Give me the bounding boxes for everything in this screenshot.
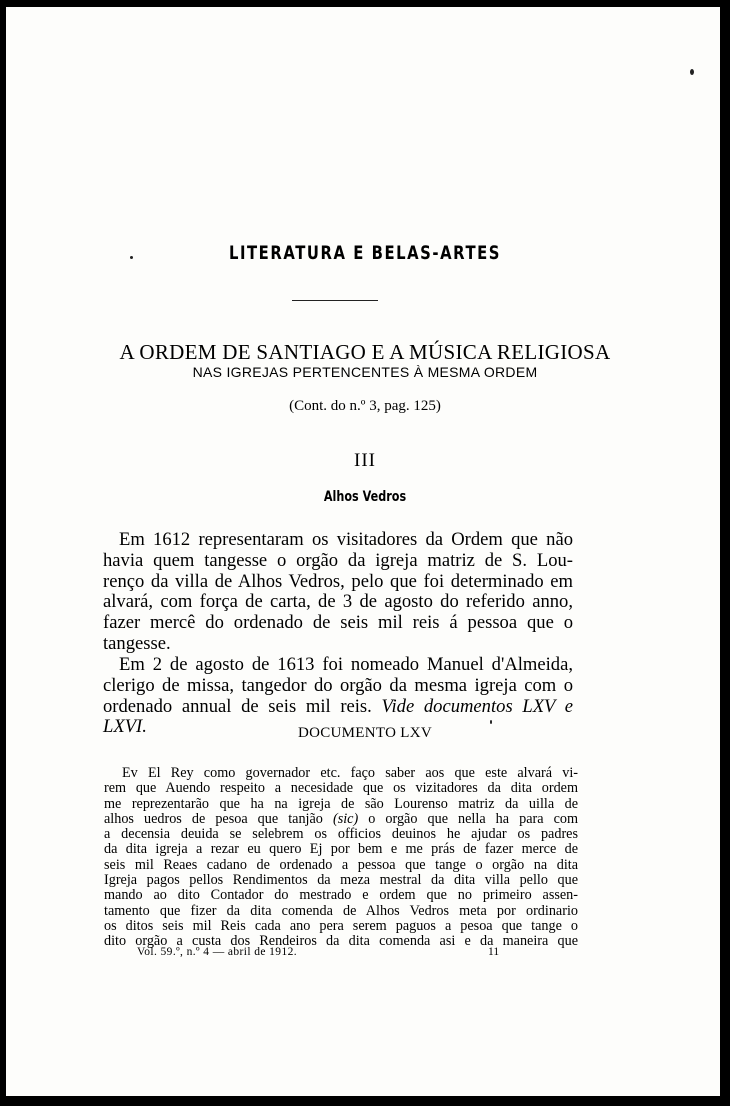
paragraph-1 (103, 530, 573, 655)
continuation-note: (Cont. do n.º 3, pag. 125) (289, 398, 441, 414)
section-title: LITERATURA E BELAS-ARTES (228, 242, 502, 264)
article-subtitle: NAS IGREJAS PERTENCENTES À MESMA ORDEM (192, 364, 538, 380)
ink-speck (690, 69, 694, 75)
paragraph-line: Em 1612 representaram os visitadores da Ordem que não (119, 529, 573, 550)
document-reference-end: LXVI. (103, 716, 147, 738)
paragraph-line: tangesse. (103, 632, 171, 654)
paragraph-line: fazer mercê do ordenado de seis mil reis á pessoa que o (103, 612, 573, 634)
paragraph-line (103, 697, 573, 718)
document-line: os ditos seis mil Reis cada ano pera serem paguos a pesoa que tange o (104, 917, 578, 934)
paragraph-text: ordenado annual de seis mil reis. (103, 695, 372, 717)
document-line: da dita igreja a rezar eu quero Ej por bem e me prás de fazer merce de (104, 841, 578, 858)
article-title: A ORDEM DE SANTIAGO E A MÚSICA RELIGIOSA (119, 340, 611, 364)
document-line: a decensia deuida se selebrem os officios deuinos he ajudar os padres (104, 826, 578, 843)
document-heading: DOCUMENTO LXV (297, 725, 433, 741)
place-heading: Alhos Vedros (323, 489, 407, 505)
sic-note: (sic) (332, 810, 359, 827)
signature-mark: 11 (488, 946, 500, 958)
document-line-text: alhos uedros de pesoa que tanjão (104, 810, 323, 827)
paragraph-line: renço da villa de Alhos Vedros, pelo que foi determinado em (103, 570, 573, 592)
scan-border (720, 0, 730, 1106)
document-line: tamento que fizer da dita comenda de Alhos Vedros meta por ordinario (104, 902, 578, 919)
document-line: dito orgão a custa dos Rendeiros da dita comenda asi e da maneira que (104, 933, 578, 950)
paragraph-line: alvará, com força de carta, de 3 de agosto do referido anno, (103, 591, 573, 613)
paragraph-line: Em 2 de agosto de 1613 foi nomeado Manuel d'Almeida, (119, 654, 573, 675)
paragraph-line: havia quem tangesse o orgão da igreja matriz de S. Lou- (103, 549, 573, 571)
document-line: me reprezentarão que ha na igreja de são Lourenso matriz da uilla de (104, 795, 578, 812)
document-reference: Vide documentos LXV e (381, 695, 573, 717)
document-line: mando ao dito Contador do mestrado e ordem que no primeiro assen- (104, 887, 578, 904)
document-line: seis mil Reaes cadano de ordenado a pessoa que tange o orgão na dita (104, 856, 578, 873)
document-line: Ev El Rey como governador etc. faço saber aos que este alvará vi- (122, 765, 578, 781)
document-text (104, 766, 578, 950)
document-line (104, 812, 578, 827)
chapter-number: III (354, 450, 376, 471)
footer-volume: Vol. 59.º, n.º 4 — abril de 1912. (137, 946, 298, 958)
document-line-text: o orgão que nella ha para com (368, 810, 579, 827)
divider (292, 300, 378, 301)
document-line: Igreja pagos pellos Rendimentos da meza mestral da dita villa pello que (104, 872, 578, 889)
document-line: rem que Auendo respeito a necesidade que os vizitadores da dita ordem (104, 780, 578, 797)
paragraph-line: clerigo de missa, tangedor do orgão da mesma igreja com o (103, 674, 573, 696)
